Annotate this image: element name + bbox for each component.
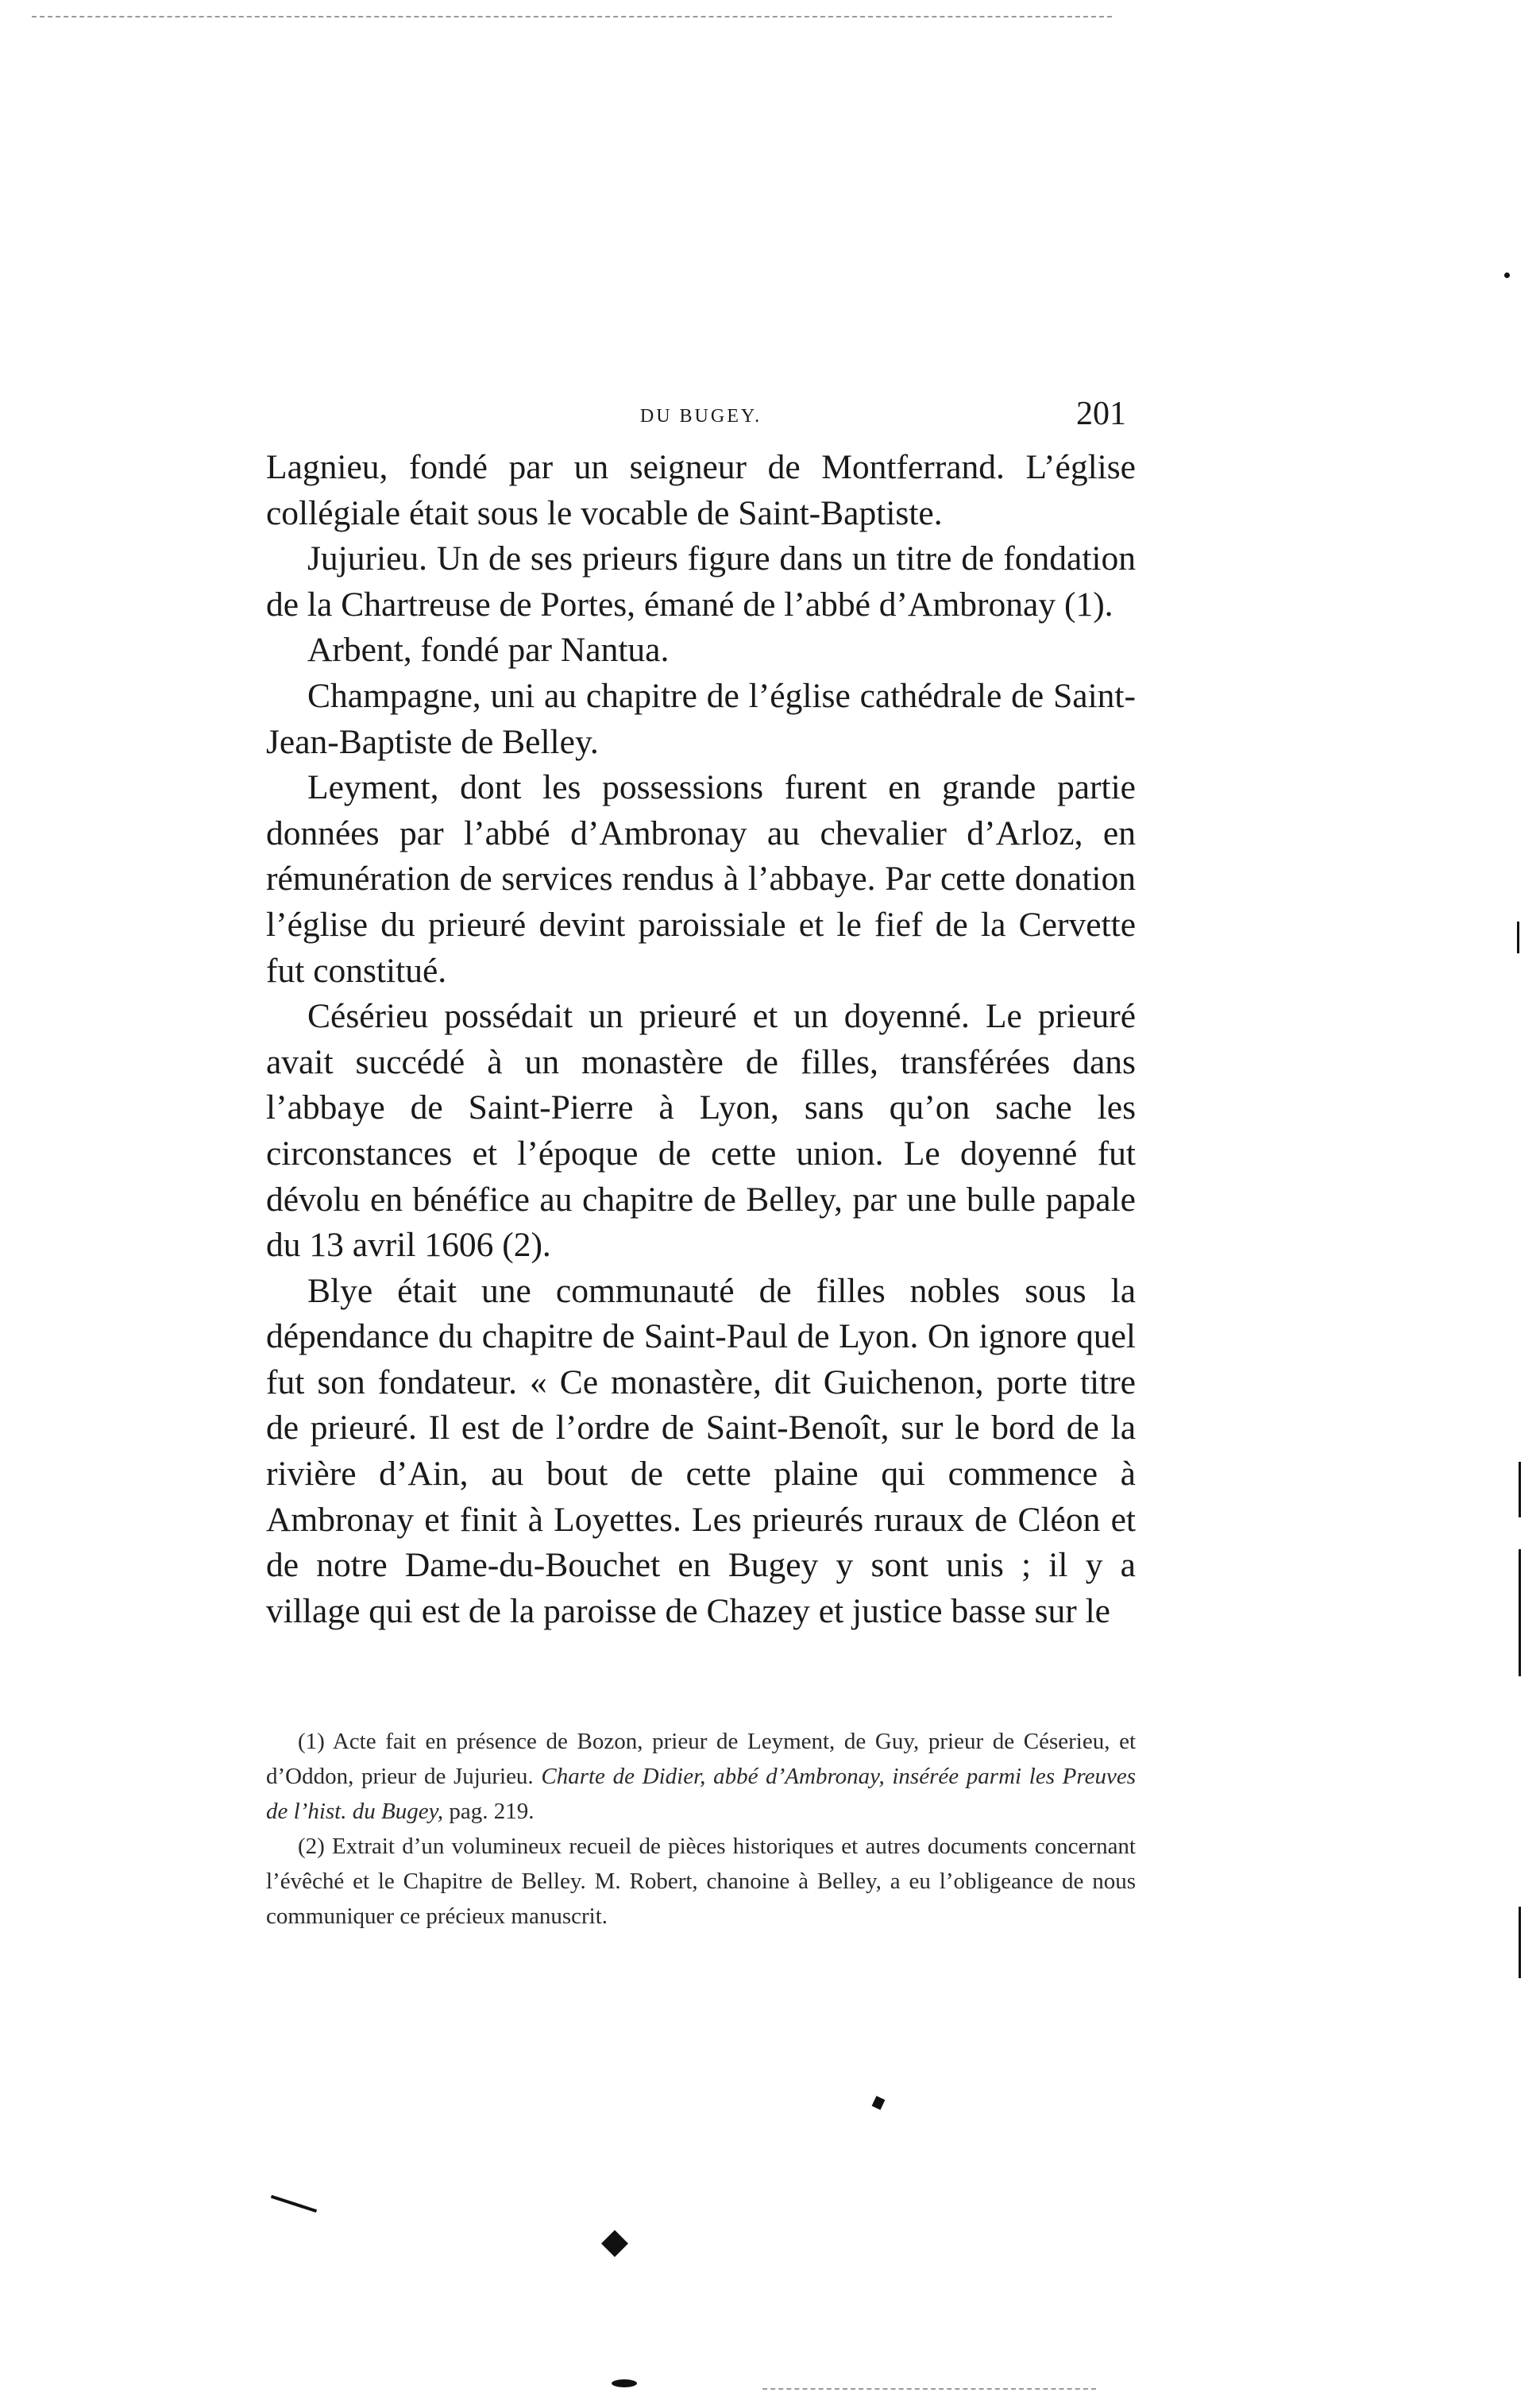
paragraph-lagnieu: Lagnieu, fondé par un seigneur de Montferrand. L’église collégiale était sous le vocable de Saint-Baptiste. (266, 448, 1136, 532)
running-head (266, 395, 1136, 443)
paragraph-jujurieu: Jujurieu. Un de ses prieurs figure dans un titre de fondation de la Chartreuse de Portes, émané de l’abbé d’Ambronay (1). (266, 539, 1136, 624)
scan-speck (612, 2379, 637, 2387)
scan-speck (1519, 1907, 1521, 1978)
paragraph-blye: Blye était une communauté de filles nobles sous la dépendance du chapitre de Saint-Paul de Lyon. On ignore quel fut son fondateur. « Ce monastère, dit Guichenon, porte titre de prieuré. Il est de l’ordre de Saint-Benoît, sur le bord de la rivière d’Ain, au bout de cette plaine qui commence à Ambronay et finit à Loyettes. Les prieurés ruraux de Cléon et de notre Dame-du-Bouchet en Bugey y sont unis ; il y a village qui est de la paroisse de Chazey et justice basse sur le (266, 1271, 1136, 1630)
footnote-1-tail: pag. 219. (449, 1799, 535, 1824)
footnote-1-text: (1) Acte fait en présence de Bozon, prieur de Leyment, de Guy, prieur de Céserieu, et d’Oddon, prieur de Jujurieu. (266, 1729, 1136, 1789)
paragraph-arbent: Arbent, fondé par Nantua. (307, 631, 670, 670)
scan-speck (872, 2096, 886, 2110)
paragraph-champagne: Champagne, uni au chapitre de l’église cathédrale de Saint-Jean-Baptiste de Belley. (266, 676, 1136, 761)
footnote-1-italic: Charte de Didier, abbé d’Ambronay, insérée parmi les Preuves de l’hist. du Bugey, (266, 1764, 1136, 1824)
scan-speck (1519, 1462, 1521, 1517)
running-title: DU BUGEY. (639, 406, 762, 427)
footnote-2: (2) Extrait d’un volumineux recueil de pièces historiques et autres documents concernant l’évêché et le Chapitre de Belley. M. Robert, chanoine à Belley, a eu l’obligeance de nous communiquer ce précieux manuscrit. (266, 1834, 1136, 1929)
scan-speck (271, 2195, 317, 2213)
body-text (266, 445, 1136, 1634)
scan-top-edge (32, 16, 1112, 17)
footnote-1 (266, 1724, 1136, 1829)
footnotes (266, 1724, 1136, 1934)
scan-speck (1517, 922, 1519, 953)
scan-bottom-edge (762, 2388, 1096, 2390)
page-number: 201 (1076, 396, 1126, 432)
scan-speck (1519, 1549, 1521, 1676)
scan-speck (601, 2230, 628, 2257)
scan-speck (1504, 272, 1510, 278)
paragraph-caserieu: Césérieu possédait un prieuré et un doyenné. Le prieuré avait succédé à un monastère de filles, transférées dans l’abbaye de Saint-Pierre à Lyon, sans qu’on sache les circonstances et l’époque de cette union. Le doyenné fut dévolu en bénéfice au chapitre de Belley, par une bulle papale du 13 avril 1606 (2). (266, 997, 1136, 1265)
paragraph-leyment: Leyment, dont les possessions furent en grande partie données par l’abbé d’Ambronay au chevalier d’Arloz, en rémunération de services rendus à l’abbaye. Par cette donation l’église du prieuré devint paroissiale et le fief de la Cervette fut constitué. (266, 768, 1136, 990)
